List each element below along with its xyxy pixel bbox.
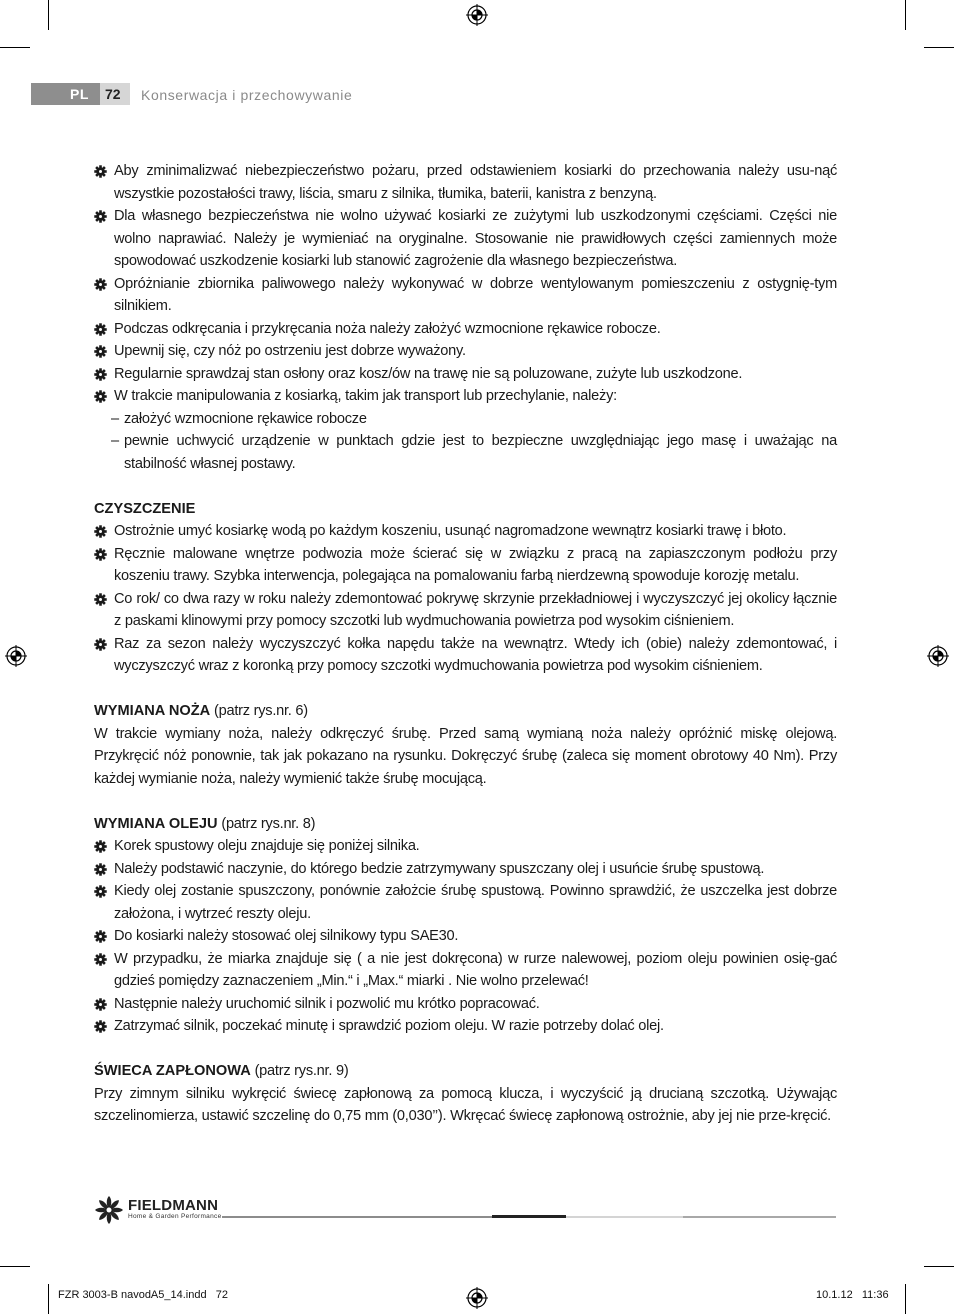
gear-bullet-icon: [94, 998, 107, 1011]
cleaning-list-item-text: Ręcznie malowane wnętrze podwozia może ścierać się w związku z pracą na zapiaszczonym podłożu przy koszeniu trawy. Szybka interwencja, polegająca na pomalowaniu farbą nierdzewną spowoduje korozję metalu.: [114, 545, 837, 584]
cleaning-list-item: [94, 588, 837, 633]
registration-mark-icon: [466, 4, 488, 26]
gear-bullet-icon: [94, 885, 107, 898]
oil-heading: WYMIANA OLEJU: [94, 815, 218, 832]
oil-list-item-text: W przypadku, że miarka znajduje się ( a nie jest dokręcona) w rurze nalewowej, poziom oleju powinien osię-gać gdzieś pomiędzy zaznaczeniem „Min.“ i „Max.“ miarki . Nie wolno przelewać!: [114, 950, 837, 989]
blade-paragraph: W trakcie wymiany noża, należy odkręczyć śrubę. Przed samą wymianą noża należy opróżnić miskę olejową. Przykręcić nóż ponownie, tak jak pokazano na rysunku. Dokręczyć śrubę (zaleca się moment obrotowy 40 Nm). Przy każdej wymianie noża, należy wymienić także śrubę mocującą.: [94, 725, 837, 787]
plug-figure-ref: (patrz rys.nr. 9): [254, 1063, 349, 1079]
oil-list-item: [94, 993, 837, 1016]
gear-bullet-icon: [94, 638, 107, 651]
intro-list-item-text: Dla własnego bezpieczeństwa nie wolno używać kosiarki ze zużytymi lub uszkodzonymi częściami. Części nie wolno naprawiać. Należy je wymieniać na oryginalne. Stosowanie nie prawidłowych części zamiennych może spowodować uszkodzenie kosiarki lub stanowić zagrożenie dla własnego bezpieczeństwa.: [114, 208, 837, 269]
oil-list-item: [94, 948, 837, 993]
slug-date-info: 10.1.12 11:36: [816, 1289, 889, 1301]
registration-mark-icon: [5, 645, 27, 667]
oil-list-item-text: Następnie należy uruchomić silnik i pozwolić mu krótko popracować.: [114, 995, 540, 1012]
cleaning-list-item: [94, 520, 837, 543]
gear-bullet-icon: [94, 863, 107, 876]
page-content: [94, 160, 837, 1128]
page-number: 72: [105, 86, 121, 102]
intro-list-item: [94, 318, 837, 341]
gear-bullet-icon: [94, 368, 107, 381]
section-title: Konserwacja i przechowywanie: [141, 87, 353, 103]
cleaning-list-item-text: Ostrożnie umyć kosiarkę wodą po każdym koszeniu, usunąć nagromadzone wewnątrz kosiarki trawę i błoto.: [114, 523, 787, 539]
footer-line-segment: [222, 1216, 492, 1218]
gear-bullet-icon: [94, 323, 107, 336]
footer-line-segment: [566, 1216, 683, 1218]
intro-dash-text: założyć wzmocnione rękawice robocze: [124, 410, 367, 427]
oil-list-item: [94, 880, 837, 925]
intro-dash-text: pewnie uchwycić urządzenie w punktach gdzie jest to bezpieczne uwzględniając jego masę i uważając na stabilność własnej postawy.: [124, 433, 837, 472]
intro-list-item-text: Opróżnianie zbiornika paliwowego należy wykonywać w dobrze wentylowanym pomieszczeniu z ostygnię-tym silnikiem.: [114, 275, 837, 314]
slug-file-info: FZR 3003-B navodA5_14.indd 72: [58, 1289, 229, 1301]
crop-mark: [924, 1266, 954, 1267]
dash-bullet: –: [111, 433, 119, 449]
registration-mark-icon: [927, 645, 949, 667]
gear-bullet-icon: [94, 1020, 107, 1033]
oil-list-item: [94, 858, 837, 881]
intro-list-item-text: W trakcie manipulowania z kosiarką, takim jak transport lub przechylanie, należy:: [114, 388, 617, 404]
intro-list-item: [94, 205, 837, 273]
plug-heading: ŚWIECA ZAPŁONOWA: [94, 1063, 251, 1079]
crop-mark: [905, 1284, 906, 1314]
registration-mark-icon: [466, 1287, 488, 1309]
plug-heading-line: [94, 1060, 837, 1083]
oil-list-item: [94, 835, 837, 858]
oil-list-item-text: Kiedy olej zostanie spuszczony, ponównie założcie śrubę spustową. Powinno sprawdżić, że uszczelka jest dobrze założona, i wytrzeć reszty oleju.: [114, 883, 837, 922]
crop-mark: [0, 47, 30, 48]
dash-bullet: –: [111, 410, 119, 427]
intro-dash-item: [94, 408, 837, 431]
oil-list-item: [94, 1015, 837, 1038]
crop-mark: [924, 47, 954, 48]
oil-list-item-text: Należy podstawić naczynie, do którego bedzie zatrzymywany spuszczany olej i usuńcie śrubę spustową.: [114, 860, 765, 877]
blade-heading-line: [94, 700, 837, 723]
blade-figure-ref: (patrz rys.nr. 6): [214, 703, 308, 719]
intro-dash-list: [94, 408, 837, 476]
intro-list-item-text: Aby zminimalizwać niebezpieczeństwo pożaru, przed odstawieniem kosiarki do przechowania należy usu-nąć wszystkie pozostałości trawy, liścia, smaru z silnika, tłumika, baterii, kanistra z benzyną.: [114, 163, 837, 202]
intro-list-item: [94, 385, 837, 408]
gear-bullet-icon: [94, 593, 107, 606]
intro-list-item-text: Upewnij się, czy nóż po ostrzeniu jest dobrze wyważony.: [114, 343, 466, 359]
gear-bullet-icon: [94, 840, 107, 853]
oil-list-item: [94, 925, 837, 948]
crop-mark: [905, 0, 906, 30]
crop-mark: [48, 0, 49, 30]
intro-dash-item: [94, 430, 837, 475]
oil-list-item-text: Do kosiarki należy stosować olej silnikowy typu SAE30.: [114, 928, 459, 944]
gear-bullet-icon: [94, 548, 107, 561]
cleaning-list-item-text: Co rok/ co dwa razy w roku należy zdemontować pokrywę skrzynie przekładniowej i wyczyszczyć jej okolicy łącznie z paskami klinowymi przy pomocy szczotki lub wydmuchowania powietrza pod wysokim ciśnieniem.: [114, 590, 837, 629]
plug-paragraph: Przy zimnym silniku wykręcić świecę zapłonową za pomocą klucza, i wyczyścić ją drucianą szczotką. Używając szczelinomierza, ustawić szczelinę do 0,75 mm (0,030’’). Wkręcać świecę zapłonową ostrożnie, aby jej nie prze-kręcić.: [94, 1085, 837, 1124]
fieldmann-logo-icon: [94, 1195, 124, 1225]
oil-figure-ref: (patrz rys.nr. 8): [221, 815, 316, 832]
gear-bullet-icon: [94, 210, 107, 223]
gear-bullet-icon: [94, 930, 107, 943]
cleaning-list-item: [94, 543, 837, 588]
oil-list: [94, 835, 837, 1038]
crop-mark: [0, 1266, 30, 1267]
footer-line-segment: [492, 1215, 566, 1218]
gear-bullet-icon: [94, 345, 107, 358]
language-code: PL: [70, 86, 89, 102]
intro-list-item-text: Podczas odkręcania i przykręcania noża należy założyć wzmocnione rękawice robocze.: [114, 320, 661, 337]
oil-list-item-text: Zatrzymać silnik, poczekać minutę i sprawdzić poziom oleju. W razie potrzeby dolać olej.: [114, 1018, 664, 1034]
intro-list-item-text: Regularnie sprawdzaj stan osłony oraz kosz/ów na trawę nie są poluzowane, zużyte lub uszkodzone.: [114, 365, 743, 382]
cleaning-heading: CZYSZCZENIE: [94, 500, 196, 517]
cleaning-list: [94, 520, 837, 678]
intro-list-item: [94, 363, 837, 386]
blade-heading: WYMIANA NOŻA: [94, 703, 211, 719]
intro-list-item: [94, 340, 837, 363]
cleaning-list-item-text: Raz za sezon należy wyczyszczyć kołka napędu także na wewnątrz. Wtedy ich (obie) należy zdemontować, i wyczyszczyć wraz z koronką przy pomocy szczotki wydmuchowania powietrza pod wysokim ciśnieniem.: [114, 635, 837, 674]
gear-bullet-icon: [94, 165, 107, 178]
gear-bullet-icon: [94, 953, 107, 966]
brand-name: FIELDMANN: [128, 1197, 219, 1214]
intro-list: [94, 160, 837, 408]
gear-bullet-icon: [94, 278, 107, 291]
crop-mark: [48, 1284, 49, 1314]
brand-tagline: Home & Garden Performance: [128, 1213, 222, 1220]
gear-bullet-icon: [94, 390, 107, 403]
oil-heading-line: [94, 813, 837, 836]
intro-list-item: [94, 160, 837, 205]
cleaning-list-item: [94, 633, 837, 678]
gear-bullet-icon: [94, 525, 107, 538]
intro-list-item: [94, 273, 837, 318]
footer-line-segment: [683, 1216, 836, 1218]
oil-list-item-text: Korek spustowy oleju znajduje się poniżej silnika.: [114, 838, 420, 854]
